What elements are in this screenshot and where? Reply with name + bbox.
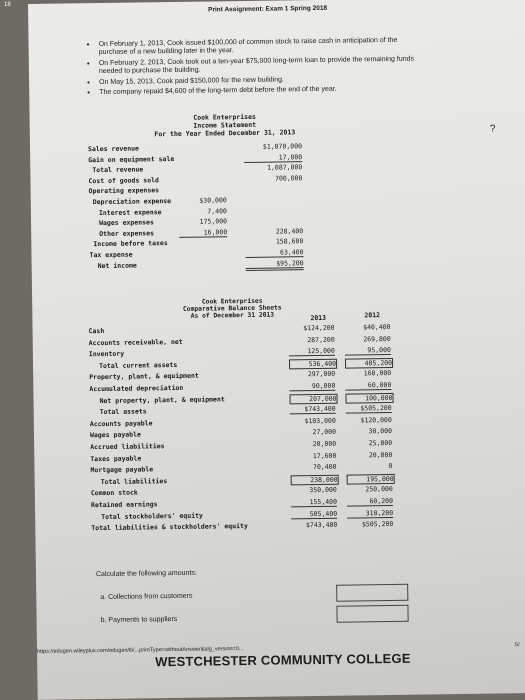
bs-value-2013: 297,000	[307, 370, 336, 379]
income-statement-table	[88, 142, 320, 273]
bs-value-2013: 17,600	[312, 451, 337, 460]
is-row-label: Gain on equipment sale	[88, 154, 175, 164]
bs-value-2013: $743,400	[290, 405, 336, 415]
bs-value-2013: 505,400	[291, 509, 337, 519]
income-statement-row	[90, 259, 320, 272]
is-row-value: 158,600	[275, 237, 304, 246]
bs-value-2012: 60,200	[347, 497, 393, 507]
bs-value-2013: 27,000	[312, 428, 337, 437]
corner-mark: 18	[4, 2, 11, 8]
bs-value-2012: 250,000	[365, 485, 393, 494]
exam-page	[28, 0, 525, 700]
bs-value-2013: 125,000	[289, 347, 335, 357]
is-row-label: Tax expense	[89, 250, 133, 260]
bs-value-2013: 90,000	[289, 382, 335, 392]
is-title: Income Statement	[193, 120, 257, 130]
is-row-label: Net income	[97, 261, 137, 270]
question-b: b. Payments to suppliers	[100, 615, 178, 625]
bs-value-2012: 195,000	[347, 474, 395, 485]
bs-value-2013: $743,400	[305, 520, 338, 530]
bs-title: Comparative Balance Sheets	[182, 304, 282, 313]
bs-row-label: Accumulated depreciation	[89, 383, 184, 394]
is-row-value: $95,200	[246, 259, 304, 271]
college-name: WESTCHESTER COMMUNITY COLLEGE	[155, 650, 411, 670]
is-row-label: Cost of goods sold	[88, 175, 159, 185]
bs-row-label: Inventory	[88, 349, 125, 359]
bs-row-label: Common stock	[90, 488, 138, 498]
bs-value-2013: 238,000	[291, 475, 339, 486]
bs-value-2012: 160,000	[363, 369, 392, 378]
bs-company: Cook Enterprises	[201, 297, 263, 306]
is-period: For the Year Ended December 31, 2013	[154, 128, 296, 139]
is-row-label: Depreciation expense	[92, 197, 172, 207]
bs-value-2012: 0	[388, 462, 393, 471]
bs-row-label: Cash	[88, 326, 105, 336]
bs-value-2012: 310,200	[347, 509, 393, 519]
bs-value-2013: $103,000	[304, 416, 336, 425]
page-header: Print Assignment: Exam 1 Spring 2018	[208, 4, 328, 14]
bs-value-2012: $120,000	[360, 415, 392, 425]
bs-value-2013: 350,000	[309, 486, 337, 495]
footer-page: 5/	[514, 642, 520, 649]
note-item: • On May 15, 2013, Cook paid $150,000 for the new building.	[87, 74, 417, 87]
bs-value-2012: 60,000	[345, 381, 391, 391]
bs-row-label: Total assets	[99, 407, 147, 417]
question-a: a. Collections from customers	[100, 592, 193, 602]
question-prompt: Calculate the following amounts:	[95, 569, 197, 579]
bs-value-2012: 95,000	[345, 346, 391, 356]
is-row-value: 228,400	[275, 226, 304, 236]
bs-row-label: Wages payable	[89, 430, 141, 440]
is-row-label: Interest expense	[98, 207, 162, 217]
bs-row-label: Taxes payable	[90, 454, 142, 463]
bs-row-label: Total liabilities & stockholders' equity	[91, 522, 248, 533]
bs-row-label: Accrued liabilities	[90, 442, 165, 452]
transaction-notes	[87, 37, 418, 100]
bs-value-2013: 70,400	[312, 462, 337, 472]
bs-row-label: Accounts payable	[89, 419, 153, 428]
is-row-label: Wages expenses	[99, 218, 154, 228]
bs-row-label: Accounts receivable, net	[88, 337, 183, 347]
bs-value-2013: 20,000	[312, 439, 337, 449]
note-item: • On February 1, 2013, Cook issued $100,000 of common stock to raise cash in anticipation of the purchase of a new building later in the year.	[87, 37, 417, 58]
bs-value-2013: 207,000	[289, 393, 337, 404]
is-row-subtotal: $30,000	[199, 196, 227, 205]
bs-value-2013: 287,200	[307, 335, 335, 344]
is-row-value: 1,087,000	[267, 163, 303, 172]
note-item: • On February 2, 2013, Cook took out a ten-year $75,000 long-term loan to provide the remaining funds needed to purchase the building.	[87, 55, 417, 76]
is-row-label: Income before taxes	[93, 239, 168, 249]
is-row-value: 63,400	[245, 248, 303, 258]
bs-row-label: Total stockholders' equity	[101, 511, 203, 521]
bs-row-label: Total liabilities	[100, 476, 168, 486]
is-row-value: 700,000	[274, 173, 303, 183]
balance-sheet-header	[152, 297, 312, 320]
is-row-label: Other expenses	[99, 229, 155, 238]
bs-value-2012: $505,200	[346, 404, 392, 414]
bs-row-label: Retained earnings	[90, 500, 158, 510]
margin-question-mark: ?	[489, 123, 496, 135]
bs-row-label: Total current assets	[99, 360, 178, 370]
footer-url: https://edugen.wileyplus.com/edugen/lti/...printType=withoutAnswer&alg_version=0...	[37, 646, 244, 655]
bs-period: As of December 31 2013	[190, 311, 275, 320]
bs-row-label: Mortgage payable	[90, 465, 154, 475]
bs-value-2012: 100,000	[345, 393, 393, 404]
bs-value-2012: 30,000	[368, 427, 393, 436]
bs-value-2013: $124,200	[303, 323, 335, 333]
bs-col-2012: 2012	[364, 311, 381, 320]
bs-value-2012: $40,400	[363, 322, 391, 332]
is-row-value: 17,000	[244, 153, 302, 163]
bs-value-2012: 405,200	[345, 358, 393, 369]
is-row-subtotal: 7,400	[207, 206, 227, 216]
bs-value-2012: 25,000	[368, 438, 393, 448]
answer-b-field[interactable]	[336, 605, 408, 623]
is-row-label: Operating expenses	[88, 186, 160, 196]
bs-value-2013: 155,400	[291, 498, 337, 508]
bs-row-label: Property, plant, & equipment	[89, 372, 199, 382]
is-row-value: $1,070,000	[262, 142, 303, 151]
bs-row-label: Net property, plant, & equipment	[99, 394, 225, 405]
bs-value-2012: $505,200	[361, 520, 394, 529]
bs-value-2013: 536,400	[289, 359, 337, 370]
is-row-subtotal: 175,000	[199, 217, 228, 226]
answer-a-field[interactable]	[336, 584, 408, 602]
bs-value-2012: 269,800	[363, 334, 391, 343]
bs-value-2012: 20,000	[368, 450, 393, 459]
is-row-subtotal: 16,000	[179, 228, 227, 238]
note-item: • The company repaid $4,600 of the long-term debt before the end of the year.	[87, 85, 417, 98]
income-statement-header	[130, 112, 320, 139]
bs-col-2013: 2013	[310, 313, 327, 323]
is-row-label: Sales revenue	[87, 144, 139, 154]
is-company: Cook Enterprises	[193, 112, 256, 122]
is-row-label: Total revenue	[92, 165, 144, 175]
